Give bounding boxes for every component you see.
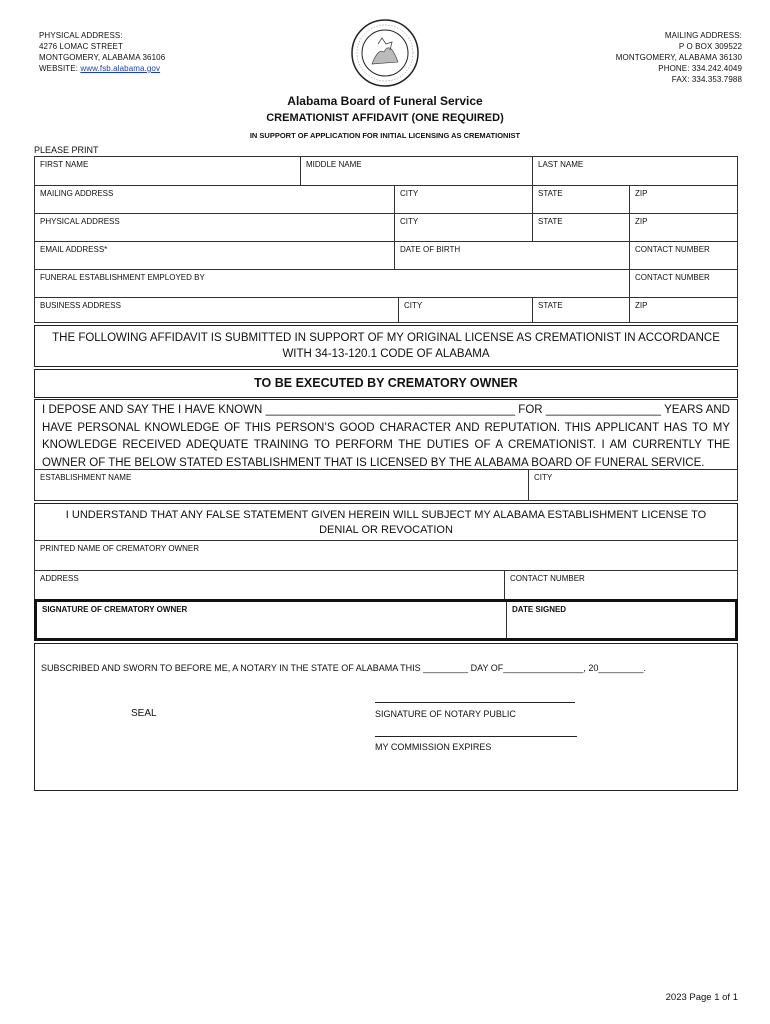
contact-number-field-2[interactable] [629, 269, 738, 298]
owner-signature-box [34, 599, 738, 641]
notary-signature-line[interactable] [375, 702, 575, 703]
business-state-field[interactable] [532, 297, 630, 323]
owner-signature-field[interactable] [37, 602, 507, 638]
first-name-label: FIRST NAME [40, 160, 89, 169]
seal-label: SEAL [131, 708, 157, 719]
printed-name-label: PRINTED NAME OF CREMATORY OWNER [40, 544, 199, 553]
establishment-city-label: CITY [534, 473, 553, 482]
owner-paragraph-box [34, 399, 738, 470]
affidavit-statement: THE FOLLOWING AFFIDAVIT IS SUBMITTED IN SUPPORT OF MY ORIGINAL LICENSE AS CREMATIONIST IN ACCORDANCE WITH 34-13-120.1 CODE OF ALABAMA [52, 332, 720, 360]
affidavit-statement-box [34, 325, 738, 367]
fax: FAX: 334.353.7988 [671, 75, 742, 84]
board-title: Alabama Board of Funeral Service [287, 94, 483, 108]
form-subtitle: IN SUPPORT OF APPLICATION FOR INITIAL LICENSING AS CREMATIONIST [249, 131, 521, 140]
owner-contact-label: CONTACT NUMBER [510, 574, 585, 583]
establishment-name-field[interactable] [34, 469, 529, 501]
owner-address-row [34, 570, 738, 600]
email-label: EMAIL ADDRESS* [40, 245, 108, 254]
mailing-city-field[interactable] [394, 185, 533, 214]
mailing-zip-label: ZIP [635, 189, 648, 198]
applicant-info-grid [34, 156, 738, 322]
middle-name-label: MIDDLE NAME [306, 160, 362, 169]
last-name-field[interactable] [532, 156, 738, 186]
phone: PHONE: 334.242.4049 [658, 64, 742, 73]
website-line [39, 63, 165, 74]
printed-name-field[interactable] [34, 540, 738, 571]
contact-number-field-1[interactable] [629, 241, 738, 270]
contact-number-label-2: CONTACT NUMBER [635, 273, 710, 282]
please-print-label: PLEASE PRINT [34, 145, 99, 155]
contact-number-label-1: CONTACT NUMBER [635, 245, 710, 254]
business-address-field[interactable] [34, 297, 399, 323]
business-zip-label: ZIP [635, 301, 648, 310]
page-footer: 2023 Page 1 of 1 [665, 992, 738, 1003]
business-state-label: STATE [538, 301, 563, 310]
physical-address-city: MONTGOMERY, ALABAMA 36106 [39, 53, 166, 62]
mailing-address-field[interactable] [34, 185, 395, 214]
mailing-zip-field[interactable] [629, 185, 738, 214]
owner-address-label: ADDRESS [40, 574, 79, 583]
board-seal-logo [350, 18, 420, 88]
dob-field[interactable] [394, 241, 630, 270]
mailing-address-field-label: MAILING ADDRESS [40, 189, 114, 198]
physical-city-field[interactable] [394, 213, 533, 242]
physical-state-label: STATE [538, 217, 563, 226]
physical-address-block [39, 30, 165, 74]
physical-zip-label: ZIP [635, 217, 648, 226]
mailing-address-pobox: P O BOX 309522 [678, 42, 742, 51]
website-label: WEBSITE: [39, 64, 81, 73]
physical-address-label: PHYSICAL ADDRESS: [39, 31, 123, 40]
notary-sworn-text: SUBSCRIBED AND SWORN TO BEFORE ME, A NOTARY IN THE STATE OF ALABAMA THIS _________ DAY OF________________, 20_________. [41, 663, 646, 673]
owner-contact-field[interactable] [504, 570, 738, 600]
funeral-establishment-label: FUNERAL ESTABLISHMENT EMPLOYED BY [40, 273, 205, 282]
physical-zip-field[interactable] [629, 213, 738, 242]
business-city-field[interactable] [398, 297, 533, 323]
business-address-label: BUSINESS ADDRESS [40, 301, 121, 310]
establishment-name-label: ESTABLISHMENT NAME [40, 473, 132, 482]
date-signed-label: DATE SIGNED [512, 605, 567, 614]
owner-paragraph: I DEPOSE AND SAY THE I HAVE KNOWN _______________________________________ FOR __________________ YEARS AND HAVE PERSONAL KNOWLEDGE OF THIS PERSON’S GOOD CHARACTER AND REPUTATION. THIS APPLICANT HAS TO MY KNOWLEDGE RECEIVED ADEQUATE TRAINING TO PERFORM THE DUTIES OF A CREMATIONIST. I AM CURRENTLY THE OWNER OF THE BELOW STATED ESTABLISHMENT THAT IS LICENSED BY THE ALABAMA BOARD OF FUNERAL SERVICE. [42, 404, 730, 469]
establishment-row [34, 469, 738, 501]
commission-line[interactable] [375, 736, 577, 737]
business-zip-field[interactable] [629, 297, 738, 323]
owner-address-field[interactable] [34, 570, 505, 600]
mailing-address-city: MONTGOMERY, ALABAMA 36130 [615, 53, 742, 62]
printed-name-row [34, 540, 738, 571]
owner-section-title: TO BE EXECUTED BY CREMATORY OWNER [254, 376, 518, 390]
mailing-state-field[interactable] [532, 185, 630, 214]
physical-state-field[interactable] [532, 213, 630, 242]
physical-address-field-label: PHYSICAL ADDRESS [40, 217, 120, 226]
funeral-establishment-field[interactable] [34, 269, 630, 298]
mailing-city-label: CITY [400, 189, 419, 198]
notary-signature-label: SIGNATURE OF NOTARY PUBLIC [375, 709, 516, 719]
email-field[interactable] [34, 241, 395, 270]
physical-city-label: CITY [400, 217, 419, 226]
mailing-state-label: STATE [538, 189, 563, 198]
establishment-city-field[interactable] [528, 469, 738, 501]
owner-section-title-box [34, 369, 738, 398]
date-signed-field[interactable] [507, 602, 735, 638]
mailing-address-block [616, 30, 742, 85]
last-name-label: LAST NAME [538, 160, 584, 169]
mailing-address-label: MAILING ADDRESS: [664, 31, 742, 40]
commission-label: MY COMMISSION EXPIRES [375, 742, 492, 752]
owner-signature-label: SIGNATURE OF CREMATORY OWNER [42, 605, 188, 614]
business-city-label: CITY [404, 301, 423, 310]
middle-name-field[interactable] [300, 156, 533, 186]
notary-box [34, 643, 738, 791]
dob-label: DATE OF BIRTH [400, 245, 461, 254]
false-statement: I UNDERSTAND THAT ANY FALSE STATEMENT GIVEN HEREIN WILL SUBJECT MY ALABAMA ESTABLISHMENT LICENSE TO DENIAL OR REVOCATION [65, 509, 707, 536]
form-title: CREMATIONIST AFFIDAVIT (ONE REQUIRED) [266, 112, 504, 124]
physical-address-field[interactable] [34, 213, 395, 242]
first-name-field[interactable] [34, 156, 301, 186]
false-statement-box [34, 503, 738, 541]
physical-address-street: 4276 LOMAC STREET [39, 42, 123, 51]
website-link[interactable]: www.fsb.alabama.gov [80, 64, 161, 73]
